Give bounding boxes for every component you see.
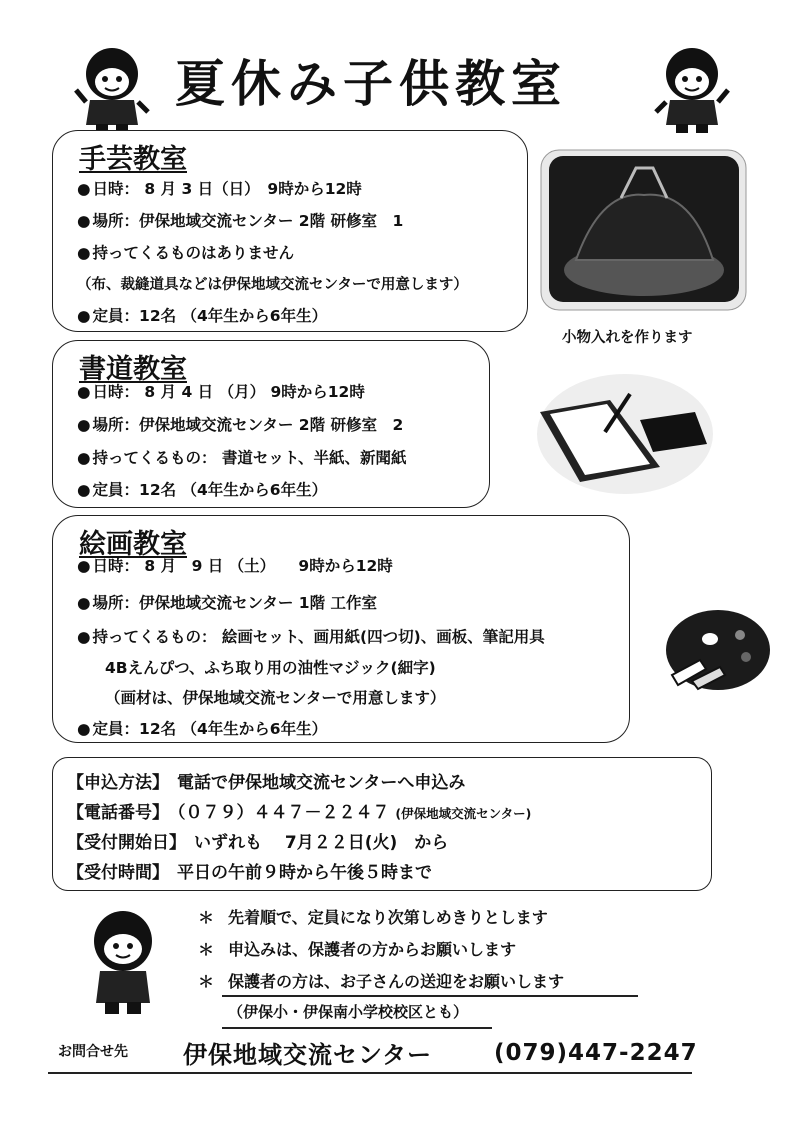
class-line: （画材は、伊保地域交流センターで用意します） (105, 689, 446, 707)
divider (222, 995, 638, 997)
mascot-illustration-right (652, 40, 732, 135)
note-sub: （伊保小・伊保南小学校校区とも） (228, 1003, 469, 1021)
class-line: ● 場所：伊保地域交流センター 2階 研修室 2 (77, 416, 404, 434)
photo-caption: 小物入れを作ります (562, 330, 693, 346)
mascot-illustration-bottom (88, 905, 158, 1020)
class-line: ● 持ってくるものはありません (77, 244, 295, 262)
class-line: ● 持ってくるもの： 書道セット、半紙、新聞紙 (77, 449, 407, 467)
contact-phone: (079)447-2247 (494, 1040, 698, 1066)
class-heading-calligraphy: 書道教室 (79, 354, 187, 385)
contact-label: お問合せ先 (58, 1044, 128, 1060)
note-item: ＊ 申込みは、保護者の方からお願いします (198, 940, 517, 959)
application-start-date: 【受付開始日】 いずれも 7月２２日(火) から (67, 833, 449, 853)
calligraphy-set-illustration (535, 372, 715, 497)
pouch-photo (541, 150, 746, 310)
class-line: ● 日時： 8 月 4 日 （月） 9時から12時 (77, 383, 365, 401)
divider (48, 1072, 692, 1074)
class-line: ● 場所：伊保地域交流センター 1階 工作室 (77, 594, 377, 612)
application-phone: 【電話番号】 （０７９）４４７－２２４７ (伊保地域交流センター) (67, 803, 532, 823)
paint-palette-illustration (662, 605, 772, 695)
class-line: ● 場所：伊保地域交流センター 2階 研修室 1 (77, 212, 404, 230)
class-line: ● 定員：12名 （4年生から6年生） (77, 720, 328, 738)
page-title: 夏休み子供教室 (175, 55, 567, 113)
class-line: 4Bえんぴつ、ふち取り用の油性マジック(細字) (105, 659, 436, 677)
class-heading-handicraft: 手芸教室 (79, 144, 187, 175)
class-line: ● 持ってくるもの： 絵画セット、画用紙(四つ切)、画板、筆記用具 (77, 628, 545, 646)
class-line: ● 日時： 8 月 9 日 （土） 9時から12時 (77, 557, 393, 575)
class-line: ● 定員：12名 （4年生から6年生） (77, 307, 328, 325)
class-line: ● 日時： 8 月 3 日（日） 9時から12時 (77, 180, 362, 198)
class-box-calligraphy (52, 340, 490, 508)
class-line: ● 定員：12名 （4年生から6年生） (77, 481, 328, 499)
class-box-painting (52, 515, 630, 743)
note-item: ＊ 保護者の方は、お子さんの送迎をお願いします (198, 972, 565, 991)
class-box-handicraft (52, 130, 528, 332)
note-item: ＊ 先着順で、定員になり次第しめきりとします (198, 908, 548, 927)
application-info-box (52, 757, 712, 891)
application-method: 【申込方法】 電話で伊保地域交流センターへ申込み (67, 773, 466, 793)
class-heading-painting: 絵画教室 (79, 529, 187, 560)
class-note: （布、裁縫道具などは伊保地域交流センターで用意します） (77, 277, 468, 293)
application-hours: 【受付時間】 平日の午前９時から午後５時まで (67, 863, 432, 883)
divider (222, 1027, 492, 1029)
contact-name: 伊保地域交流センター (183, 1041, 433, 1069)
mascot-illustration-left (72, 40, 152, 135)
